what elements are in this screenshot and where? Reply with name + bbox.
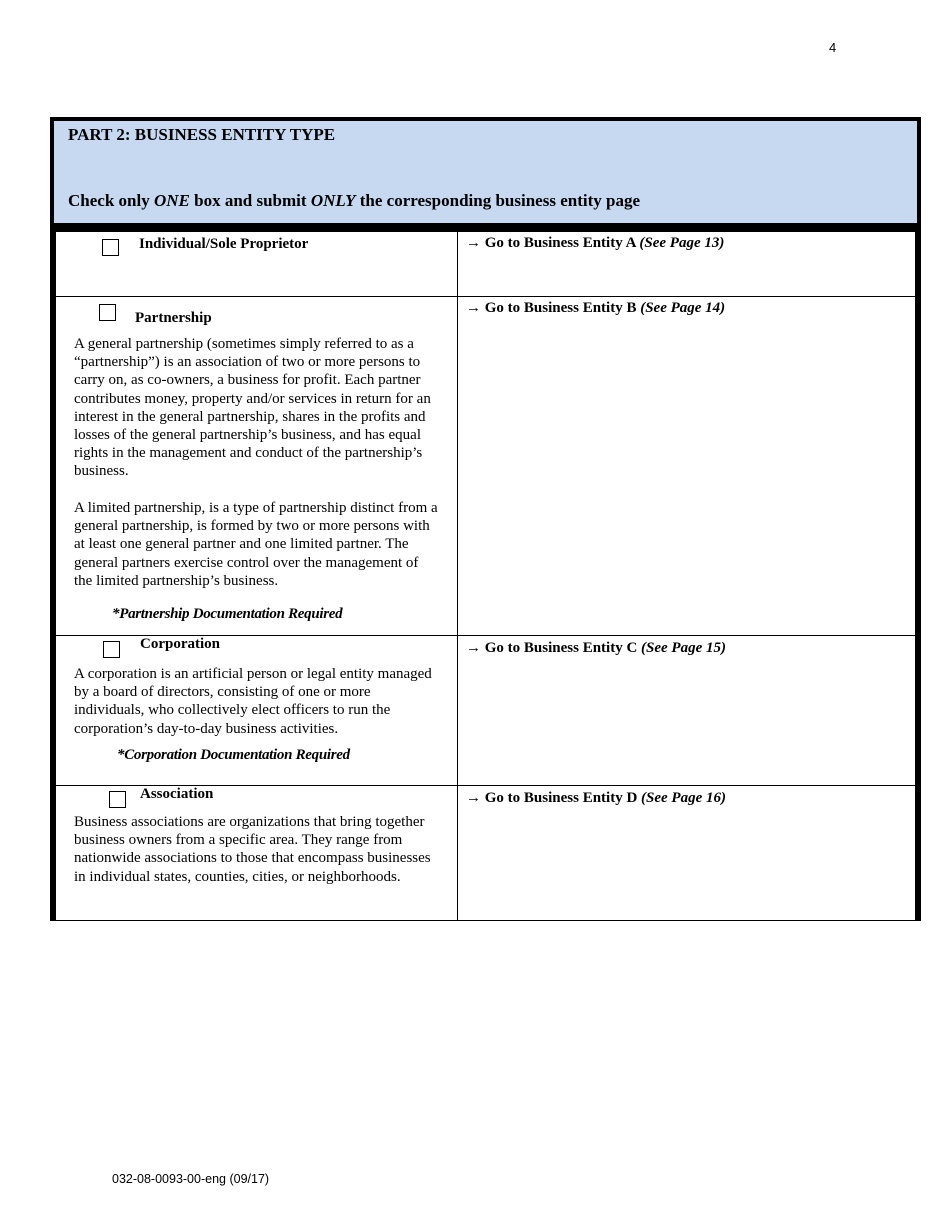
partnership-general-description (74, 335, 431, 481)
goto-entity-b (466, 300, 725, 317)
desc-line: “partnership”) is an association of two or more persons to (74, 354, 421, 371)
desc-line: by a board of directors, consisting of one or more (74, 684, 371, 701)
sole-proprietor-checkbox[interactable] (102, 239, 119, 256)
instruction-text: the corresponding business entity page (355, 191, 640, 210)
desc-line: corporation’s day-to-day business activities. (74, 720, 339, 737)
desc-line: A corporation is an artificial person or legal entity managed (74, 666, 432, 682)
section-instruction (68, 191, 640, 211)
entity-row-corporation (56, 636, 915, 786)
desc-line: individuals, who collectively elect officers to run the (74, 702, 391, 719)
column-divider (457, 786, 458, 920)
instruction-text: Check only (68, 191, 154, 210)
association-description (74, 813, 431, 886)
goto-text: → Go to Business Entity D (466, 790, 638, 806)
instruction-emphasis-only: ONLY (310, 191, 356, 210)
desc-line: in individual states, counties, cities, or neighborhoods. (74, 868, 401, 885)
goto-page-ref: (See Page 13) (639, 235, 725, 251)
corporation-checkbox[interactable] (103, 641, 120, 658)
part2-header (50, 117, 921, 229)
goto-entity-c (466, 640, 726, 657)
instruction-text: box and submit (189, 191, 311, 210)
entity-row-association (56, 786, 915, 920)
entity-name-partnership: Partnership (135, 310, 212, 326)
desc-line: Business associations are organizations that bring together (74, 814, 425, 830)
partnership-checkbox[interactable] (99, 304, 116, 321)
desc-line: business. (74, 463, 129, 480)
column-divider (457, 636, 458, 785)
goto-text: → Go to Business Entity C (466, 640, 638, 656)
goto-page-ref: (See Page 15) (641, 640, 726, 656)
desc-line: A general partnership (sometimes simply referred to as a (74, 336, 414, 352)
desc-line: business owners from a specific area. They range from (74, 832, 403, 849)
partnership-limited-description (74, 499, 438, 590)
desc-line: nationwide associations to those that encompass businesses (74, 850, 431, 867)
partnership-doc-required: *Partnership Documentation Required (112, 606, 343, 622)
entity-name-association: Association (140, 786, 214, 802)
column-divider (457, 232, 458, 296)
corporation-doc-required: *Corporation Documentation Required (117, 747, 350, 763)
column-divider (457, 297, 458, 635)
desc-line: at least one general partner and one limited partner. The (74, 536, 409, 553)
page-number: 4 (829, 40, 837, 55)
corporation-description (74, 665, 432, 738)
entity-row-sole-proprietor (56, 232, 915, 297)
desc-line: carry on, as co-owners, a business for profit. Each partner (74, 372, 421, 389)
desc-line: interest in the general partnership, shares in the profits and (74, 408, 426, 425)
goto-page-ref: (See Page 16) (641, 790, 726, 806)
goto-entity-a (466, 235, 724, 252)
desc-line: the limited partnership’s business. (74, 572, 279, 589)
goto-text: → Go to Business Entity B (466, 300, 637, 316)
instruction-emphasis-one: ONE (153, 191, 190, 210)
desc-line: general partners exercise control over the management of (74, 554, 419, 571)
entity-name-corporation: Corporation (140, 636, 220, 652)
entity-row-partnership (56, 297, 915, 636)
desc-line: losses of the general partnership’s business, and has equal (74, 427, 421, 444)
goto-page-ref: (See Page 14) (640, 300, 726, 316)
desc-line: A limited partnership, is a type of partnership distinct from a (74, 500, 438, 516)
desc-line: rights in the management and conduct of the partnership’s (74, 445, 423, 462)
entity-name-sole-proprietor: Individual/Sole Proprietor (139, 236, 309, 252)
entity-type-table (50, 229, 921, 921)
section-title: PART 2: BUSINESS ENTITY TYPE (68, 125, 336, 144)
goto-text: → Go to Business Entity A (466, 235, 636, 251)
form-code: 032-08-0093-00-eng (09/17) (112, 1172, 270, 1186)
desc-line: general partnership, is formed by two or more persons with (74, 518, 430, 535)
association-checkbox[interactable] (109, 791, 126, 808)
goto-entity-d (466, 790, 726, 807)
desc-line: contributes money, property and/or services in return for an (74, 390, 431, 407)
